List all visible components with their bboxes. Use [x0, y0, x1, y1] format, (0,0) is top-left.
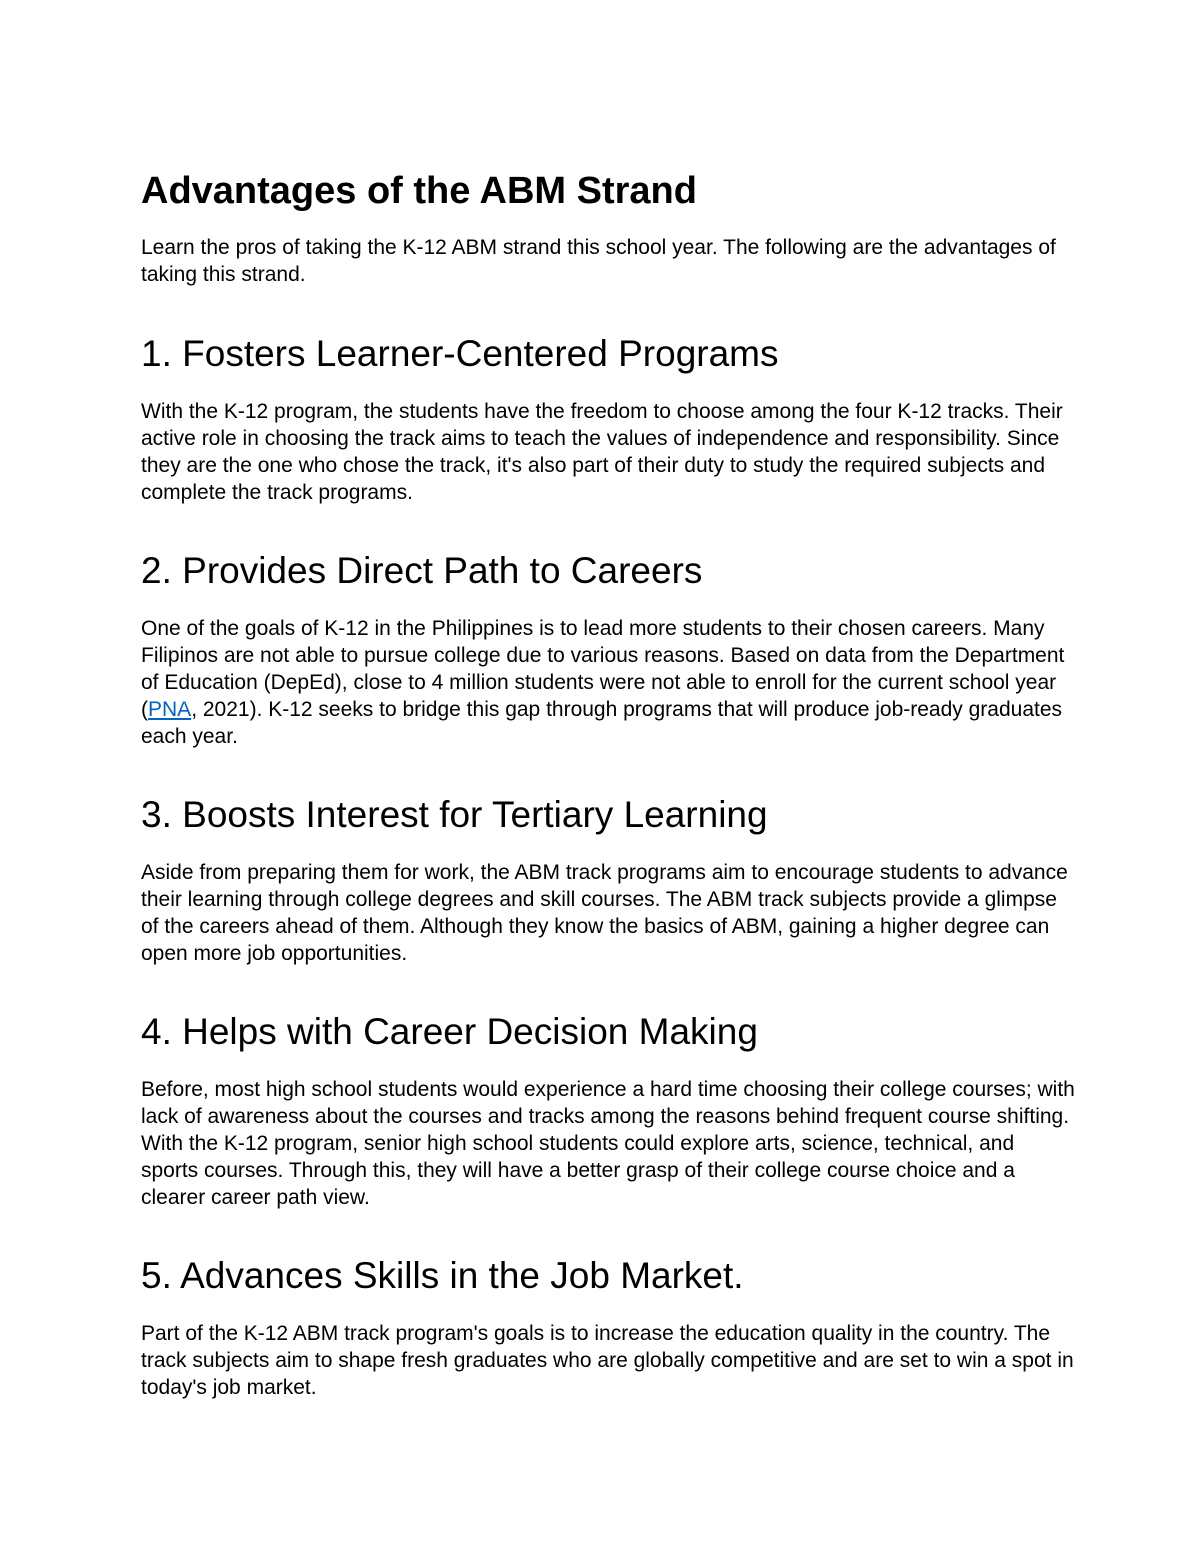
document-page: [141, 168, 1076, 1444]
document-title: Advantages of the ABM Strand: [141, 170, 697, 212]
section-body-2-text-after-link: , 2021). K-12 seeks to bridge this gap through programs that will produce job-ready graduates each year.: [141, 698, 1063, 748]
section-body-2-text-before-link: One of the goals of K-12 in the Philippines is to lead more students to their chosen careers. Many Filipinos are not able to pursue college due to various reasons. Based on data from the Department of Education (DepEd), close to 4 million students were not able to enroll for the current school year (: [141, 617, 1065, 721]
section-heading-2: 2. Provides Direct Path to Careers: [141, 550, 703, 591]
section-body-1: With the K-12 program, the students have the freedom to choose among the four K-12 tracks. Their active role in choosing the track aims to teach the values of independence and responsibility. Since they are the one who chose the track, it's also part of their duty to study the required subjects and complete the track programs.: [141, 400, 1063, 504]
section-heading-1: 1. Fosters Learner-Centered Programs: [141, 333, 779, 374]
pna-source-link[interactable]: PNA: [148, 698, 192, 721]
section-body-5: Part of the K-12 ABM track program's goals is to increase the education quality in the country. The track subjects aim to shape fresh graduates who are globally competitive and are set to win a spot in today's job market.: [141, 1322, 1074, 1399]
section-heading-5: 5. Advances Skills in the Job Market.: [141, 1255, 744, 1296]
section-body-3: Aside from preparing them for work, the ABM track programs aim to encourage students to advance their learning through college degrees and skill courses. The ABM track subjects provide a glimpse of the careers ahead of them. Although they know the basics of ABM, gaining a higher degree can open more job opportunities.: [141, 861, 1068, 965]
section-body-4: Before, most high school students would experience a hard time choosing their college courses; with lack of awareness about the courses and tracks among the reasons behind frequent course shifting. With the K-12 program, senior high school students could explore arts, science, technical, and sports courses. Through this, they will have a better grasp of their college course choice and a clearer career path view.: [141, 1078, 1075, 1209]
intro-paragraph: Learn the pros of taking the K-12 ABM strand this school year. The following are the advantages of taking this strand.: [141, 236, 1056, 286]
section-heading-3: 3. Boosts Interest for Tertiary Learning: [141, 794, 768, 835]
section-body-2: [141, 615, 1076, 750]
section-heading-4: 4. Helps with Career Decision Making: [141, 1011, 758, 1052]
